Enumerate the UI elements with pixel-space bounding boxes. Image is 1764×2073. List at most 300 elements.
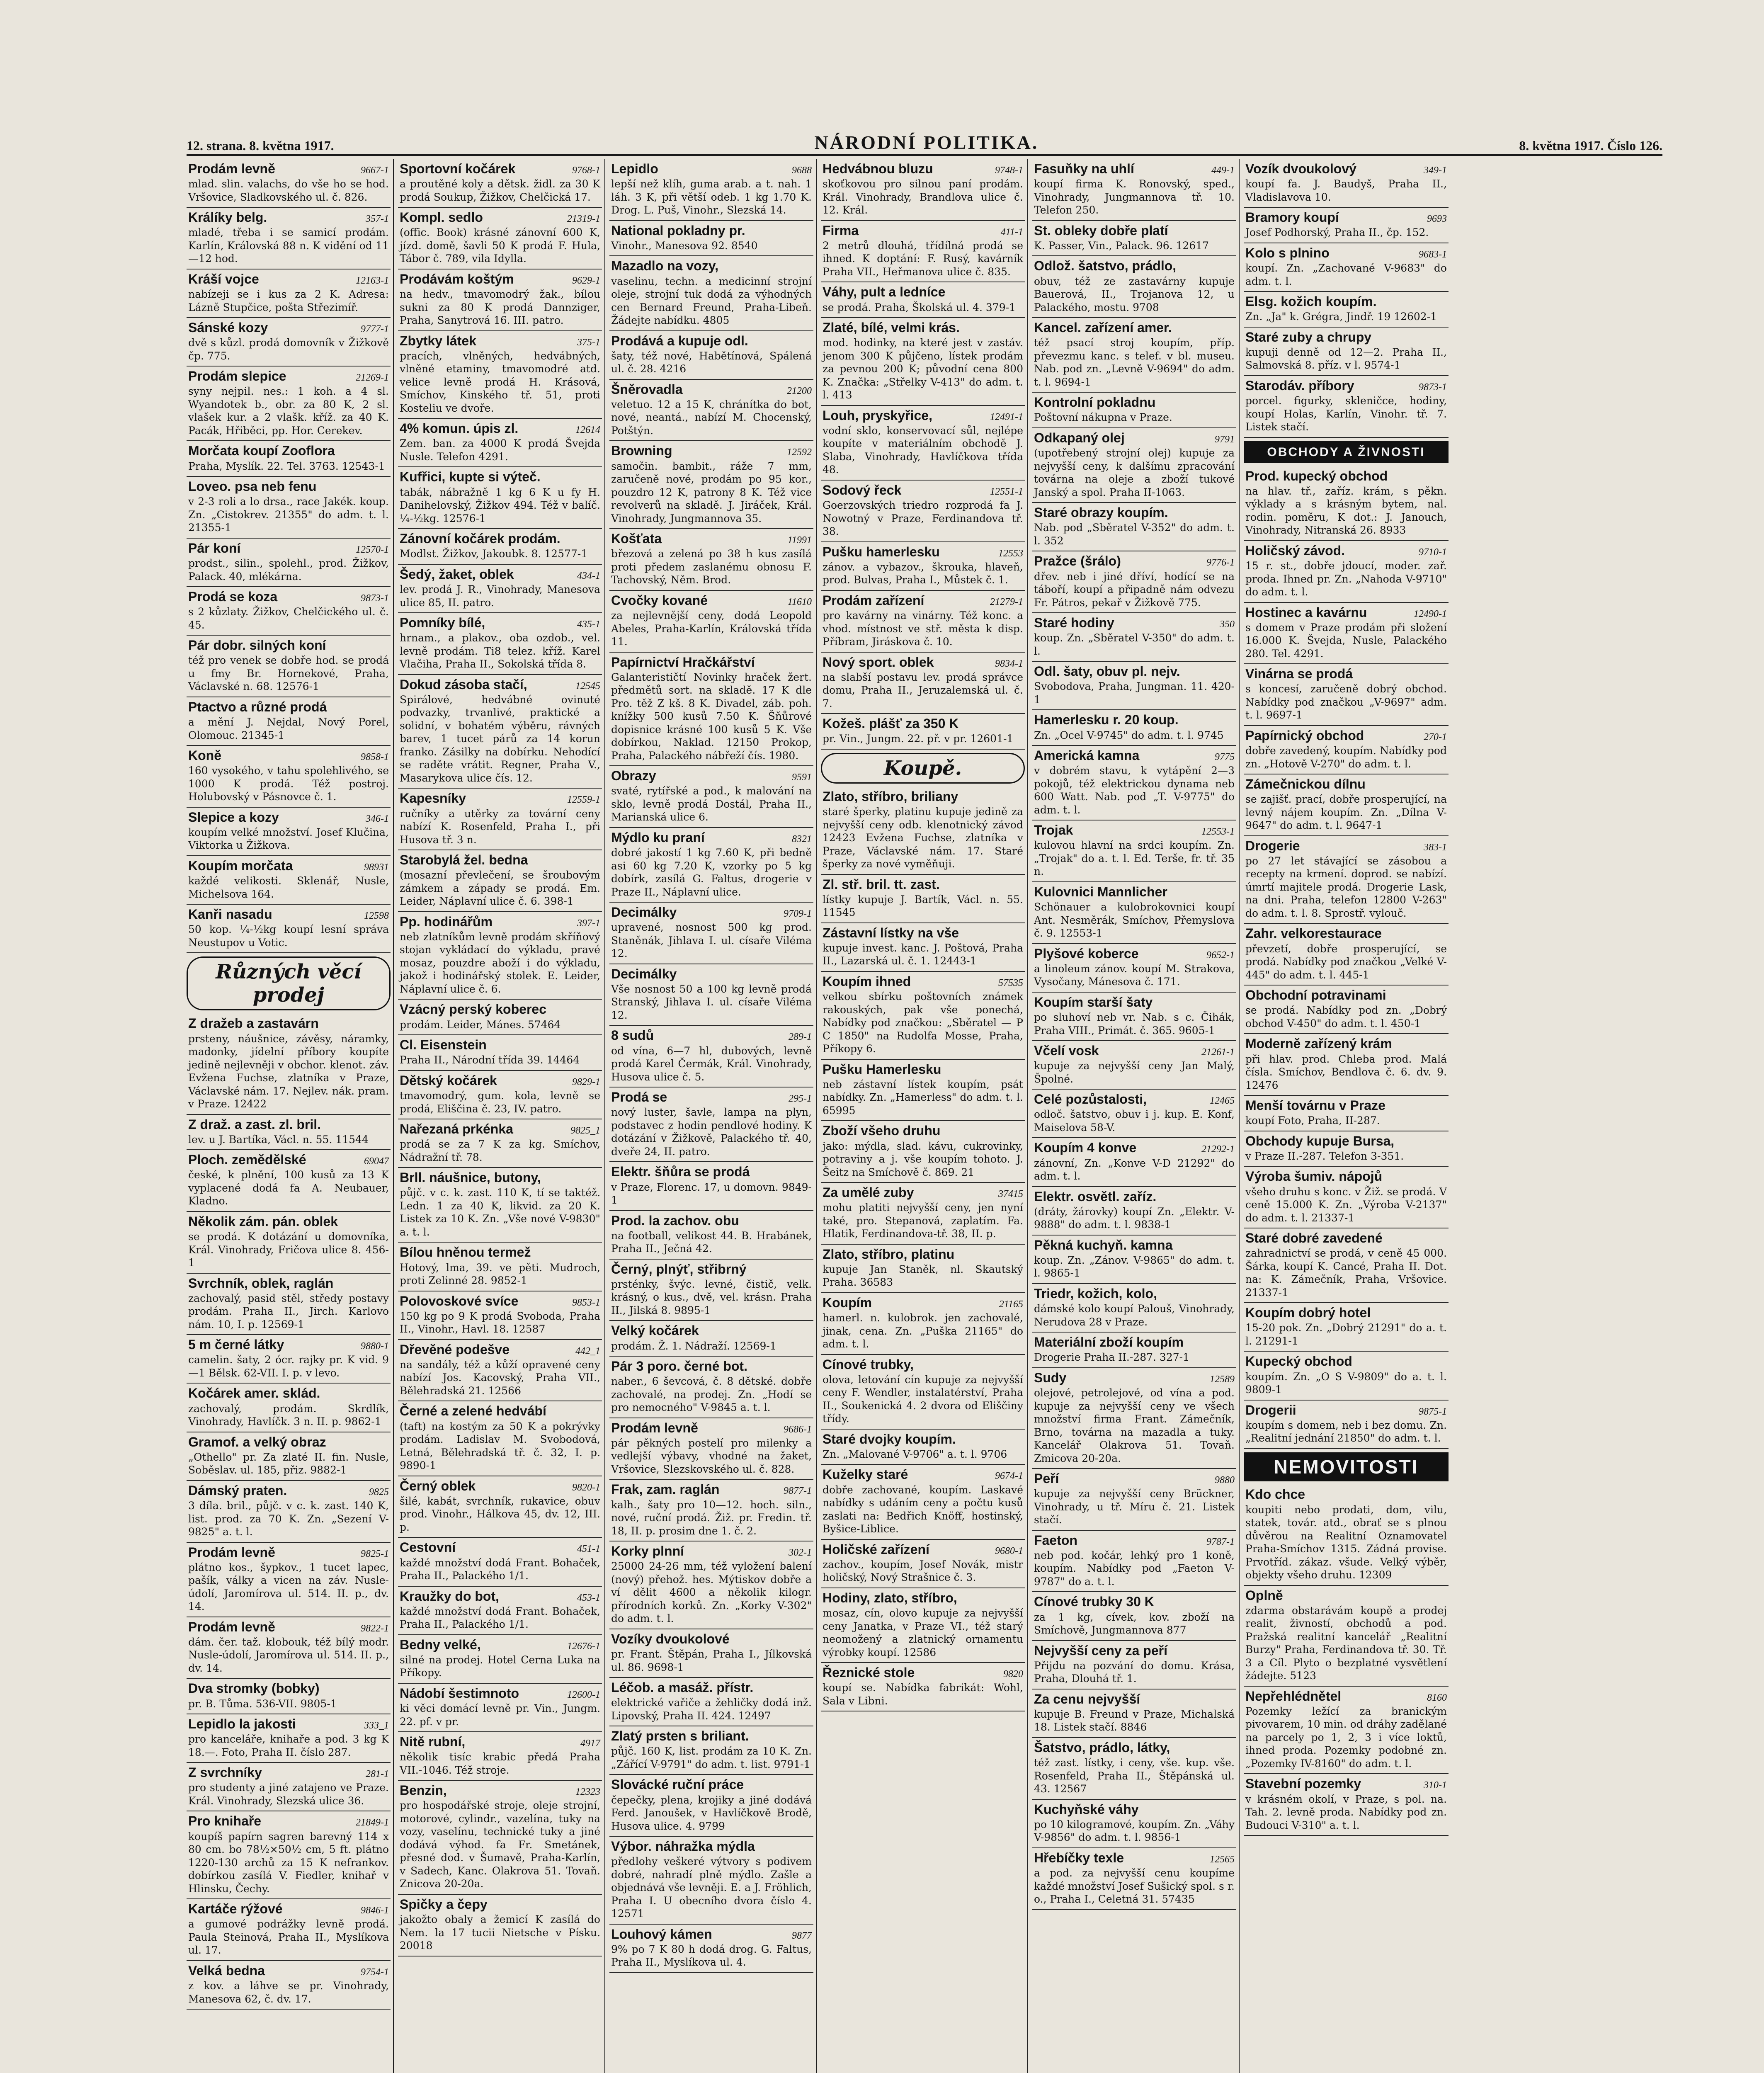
ad-header [188, 210, 389, 225]
ad-header [188, 444, 389, 458]
classified-ad [1032, 1041, 1236, 1090]
ad-code: 295-1 [789, 1093, 812, 1104]
ad-header [400, 1038, 600, 1052]
classified-ad [609, 1541, 813, 1629]
classified-ad [1032, 428, 1236, 503]
ad-code: 12491-1 [990, 411, 1023, 422]
ad-body: prsteny, náušnice, závěsy, náramky, madonky, jídelní příbory koupíte jedině nejlevněji v obchor. klenot. záv. Evžena Fuchse, zlatníka v Praze, Václavské nám. 17. Nejlev. nák. pram. v Praze. 12422 [188, 1032, 389, 1110]
ad-header [188, 590, 389, 604]
ad-code: 397-1 [577, 918, 600, 929]
ad-header [1034, 664, 1235, 679]
ad-header [823, 877, 1023, 892]
ad-heading: Kraužky do bot, [400, 1588, 500, 1604]
ad-body: 15 r. st., dobře jdoucí, moder. zař. proda. Ihned pr. Zn. „Nahoda V-9710" do adm. t. l. [1245, 560, 1447, 598]
ad-heading: Černý oblek [400, 1478, 476, 1493]
classified-ad [821, 1465, 1025, 1539]
ad-code: 9709-1 [784, 908, 812, 920]
ad-code: 349-1 [1424, 165, 1447, 176]
ad-body: pár pěkných postelí pro milenky a vedlejší výbavy, vhodné na žaket, Vršovice, Slezskovského ul. č. 828. [611, 1437, 812, 1475]
classified-ad [187, 159, 391, 208]
ad-heading: Menší továrnu v Praze [1245, 1098, 1385, 1113]
ad-heading: Sánské kozy [188, 320, 268, 335]
ad-code: 12551-1 [990, 486, 1023, 497]
ad-heading: Hřebíčky texle [1034, 1850, 1124, 1865]
ad-header [188, 272, 389, 286]
classified-ad [821, 221, 1025, 283]
ad-body: a linoleum zánov. koupí M. Strakova, Vysočany, Mánesova č. 171. [1034, 962, 1235, 988]
ad-heading: Obchodní potravinami [1245, 988, 1386, 1003]
ad-heading: Vinárna se prodá [1245, 666, 1353, 682]
ad-header [400, 1479, 600, 1493]
ad-code: 21279-1 [990, 596, 1023, 607]
ad-heading: Drogerie [1245, 838, 1300, 853]
classified-ad [398, 565, 602, 613]
ad-header [611, 1323, 812, 1338]
ad-code: 451-1 [577, 1544, 600, 1555]
ad-header [188, 1276, 389, 1291]
classified-ad [609, 159, 813, 221]
ad-heading: Cínové trubky 30 K [1034, 1594, 1154, 1609]
ad-body: „Othello" pr. Za zlaté II. fin. Nusle, Soběslav. ul. 185, přiz. 9882-1 [188, 1451, 389, 1476]
ad-header [1245, 1777, 1447, 1791]
ad-code: 9629-1 [572, 275, 600, 286]
ad-body: Galanterističtí Novinky hraček žert. předmětů sort. na skladě. 17 K dle Pro. těž Z kš. 8 K. Divadel, záb. poh. knížky 500 kusů 7.50 K. Šňůrové dopisnice krásné 100 kusů 5 K. Vše dobírkou, Naklad. 12150 Prokop, Praha, Palackého nábřeží čís. 1980. [611, 671, 812, 762]
ad-heading: Za umělé zuby [823, 1185, 914, 1200]
ad-header [611, 1680, 812, 1695]
ad-body: kalh., šaty pro 10—12. hoch. siln., nové, ruční prodá. Žiž. pr. Fredin. tř. 18, II. p. prosim dne 1. č. 2. [611, 1498, 812, 1537]
ad-body: tmavomodrý, gum. kola, levně se prodá, Eliščina č. 23, IV. patro. [400, 1090, 600, 1115]
ad-body: se zajišť. prací, dobře prosperující, na levný nájem koupím. Zn. „Dílna V-9647" do adm. t. l. 9647-1 [1245, 793, 1447, 832]
classified-ad [398, 467, 602, 529]
ad-header [188, 1153, 389, 1167]
ad-code: 435-1 [577, 619, 600, 630]
ad-header [1245, 777, 1447, 791]
ad-heading: Prodám levně [188, 1544, 275, 1560]
ad-code: 411-1 [1000, 226, 1023, 238]
ad-header [400, 567, 600, 582]
ad-header [1245, 1354, 1447, 1369]
ad-heading: St. obleky dobře platí [1034, 223, 1168, 238]
classified-ad [609, 1026, 813, 1087]
ad-heading: Sudy [1034, 1370, 1067, 1385]
ad-header [823, 593, 1023, 608]
ad-body: pr. Vin., Jungm. 22. př. v pr. 12601-1 [823, 733, 1014, 745]
ad-header [400, 1783, 600, 1798]
ad-heading: Hamerlesku r. 20 koup. [1034, 712, 1179, 728]
ad-heading: Prodám levně [188, 1619, 275, 1634]
ad-heading: Nový sport. oblek [823, 654, 934, 670]
ad-header [823, 1185, 1023, 1200]
ad-header [611, 532, 812, 546]
ad-body: Hotový, lma, 39. ve pěti. Mudroch, proti Zelinné 28. 9852-1 [400, 1261, 600, 1287]
ad-heading: Zahr. velkorestaurace [1245, 926, 1382, 941]
classified-ad [1032, 746, 1236, 820]
classified-ad [821, 1588, 1025, 1663]
ad-body: Josef Podhorský, Praha II., čp. 152. [1245, 226, 1429, 239]
ad-heading: Papírnický obchod [1245, 728, 1364, 743]
ad-body: šilé, kabát, svrchník, rukavice, obuv prod. Vinohr., Hálkova 45, dv. 12, III. p. [400, 1495, 600, 1533]
ad-header [611, 444, 812, 458]
ad-body: též pro venek se dobře hod. se prodá u fmy Br. Hornekové, Praha, Václavské n. 68. 12576-1 [188, 654, 389, 693]
classified-ad [187, 1014, 391, 1114]
ad-code: 21261-1 [1201, 1047, 1235, 1058]
ad-header [188, 1483, 389, 1498]
ad-code: 9680-1 [995, 1545, 1023, 1556]
ad-body: prodst., silin., spolehl., prod. Žižkov, Palack. 40, mlékárna. [188, 557, 389, 583]
ad-header [823, 1296, 1023, 1310]
ad-body: zachovalý, pasid stěl, středy postavy prodám. Praha II., Jirch. Karlovo nám. 10, I. p. 12569-1 [188, 1292, 389, 1330]
ad-body: neb zlatníkům levně prodám skříňový stojan vykládací do výkladu, pravé mosaz, pouzdre aboží i do výkladu, jakož i hodinářský stolek. E. Leider, Náplavní ulice č. 6. [400, 930, 600, 995]
classified-ad [821, 1121, 1025, 1183]
classified-ad [187, 587, 391, 636]
ad-heading: Kapesníky [400, 791, 466, 806]
classified-ad [398, 912, 602, 1000]
classified-ad [187, 1811, 391, 1899]
ad-body: neb zástavní lístek koupím, psát nabídky. Zn. „Hamerless" do adm. t. l. 65995 [823, 1078, 1023, 1117]
column-2 [398, 159, 605, 2073]
ad-header [823, 1542, 1023, 1557]
classified-ad [1032, 613, 1236, 662]
classified-ad [821, 282, 1025, 318]
ad-heading: Polovoskové svíce [400, 1293, 519, 1308]
ad-body: (mosazní převlečení, se šroubovým zámkem a západy se prodá. Em. Leider, Náplavní ulice č. 6. 398-1 [400, 869, 600, 908]
classified-ad [821, 1430, 1025, 1465]
classified-ad [398, 1243, 602, 1291]
ad-body: po sluhoví neb vr. Nab. s c. Čihák, Praha VIII., Primát. č. 365. 9605-1 [1034, 1011, 1235, 1036]
ad-heading: Nařezaná prkénka [400, 1121, 513, 1136]
classified-ad [609, 1162, 813, 1211]
classified-ad [187, 1481, 391, 1543]
ad-body: prodá se za 7 K za kg. Smíchov, Nádražní tř. 78. [400, 1138, 600, 1163]
ad-header [1034, 1851, 1235, 1865]
ad-body: (dráty, žárovky) koupí Zn. „Elektr. V-9888" do adm. t. l. 9838-1 [1034, 1205, 1235, 1231]
classified-ad [821, 406, 1025, 481]
classified-ad [821, 1540, 1025, 1588]
classified-ad [187, 1714, 391, 1763]
ad-heading: Pár koní [188, 540, 241, 556]
ad-code: 375-1 [577, 337, 600, 348]
ad-heading: Bramory koupí [1245, 210, 1339, 225]
ad-code: 442_1 [575, 1345, 600, 1357]
ad-body: Zn. „Ja" k. Grégra, Jindř. 19 12602-1 [1245, 311, 1437, 323]
ad-heading: Slovácké ruční práce [611, 1777, 744, 1792]
classified-ad [187, 1763, 391, 1811]
classified-ad [398, 208, 602, 269]
ad-heading: Odkapaný olej [1034, 430, 1125, 445]
ad-heading: Kolo s plnino [1245, 245, 1330, 260]
ad-header [400, 915, 600, 929]
ad-header [611, 967, 812, 981]
ad-heading: Dětský kočárek [400, 1073, 497, 1088]
ad-body: za 1 kg, cívek, kov. zboží na Smíchově, Jungmannova 877 [1034, 1611, 1235, 1636]
ad-heading: Slepice a kozy [188, 809, 279, 825]
ad-code: 12565 [1210, 1854, 1235, 1865]
ad-code: 9858-1 [361, 752, 389, 763]
ad-code: 69047 [364, 1156, 389, 1167]
ad-body: pro kavárny na vinárny. Též konc. a vhod. místnost ve stř. města k disp. Příbram, Jiráskova č. 10. [823, 609, 1023, 648]
ad-header [188, 479, 389, 494]
ad-body: na hlav. tř., zaříz. krám, s pěkn. výklady a s krásným bytem, nal. rodin. poměru, K dot.: J. Janouch, Vinohrady, Nitranská 26. 8933 [1245, 485, 1447, 536]
ad-heading: Ploch. zemědělské [188, 1152, 306, 1168]
ad-heading: Lepidlo la jakosti [188, 1716, 296, 1732]
ad-code: 9829-1 [572, 1076, 600, 1087]
ad-header [611, 259, 812, 273]
classified-ad [187, 1150, 391, 1212]
ad-body: Svobodova, Praha, Jungman. 11. 420-1 [1034, 680, 1235, 706]
ad-header [823, 1467, 1023, 1482]
ad-header [400, 1342, 600, 1357]
ad-heading: Kdo chce [1245, 1487, 1305, 1502]
ad-header [611, 769, 812, 783]
ad-header [1034, 162, 1235, 176]
ad-header [823, 483, 1023, 498]
ad-header [823, 545, 1023, 559]
ad-header [400, 1122, 600, 1136]
classified-ad [187, 808, 391, 856]
ad-body: skoťkovou pro silnou paní prodám. Král. Vinohrady, Brandlova ulice č. 12. Král. [823, 178, 1023, 216]
classified-ad [398, 1119, 602, 1168]
classified-ad [187, 318, 391, 367]
ad-header [400, 162, 600, 176]
ad-heading: Pražce (šrálo) [1034, 553, 1121, 569]
ad-header [1034, 320, 1235, 335]
ad-body: zachov., koupím, Josef Novák, mistr holičský, Nový Strašnice č. 3. [823, 1558, 1023, 1584]
ad-body: 25000 24-26 mm, též vyložení balení (nový) přehož. hes. Mýtiskov dobře a ví dělit 4600 a několik kilogr. přírodních korků. Zn. „Korky V-302" do adm. t. l. [611, 1560, 812, 1625]
ad-body: vaselinu, techn. a medicinní strojní oleje, strojní tuk dodá za výhodných cen Bernard Freund, Praha-Libeň. Žádejte nabídku. 4805 [611, 275, 812, 327]
ad-body: nabízeji se i kus za 2 K. Adresa: Lázně Stupčice, pošta Střezimíř. [188, 288, 389, 313]
ad-heading: Staré dvojky koupím. [823, 1431, 956, 1447]
classified-ad [398, 1401, 602, 1476]
ad-header [1034, 1238, 1235, 1253]
classified-ad [398, 269, 602, 331]
classified-ad [1032, 1800, 1236, 1848]
ad-body: Spirálové, hedvábné ovinuté podvazky, trvanlivé, praktické a solidní, v bohatém výběru, rávných barev, 1 tucet párů za 14 korun franko. Zásilky na dobírku. Nehodící se raděte vrátit. Regner, Praha V., Masarykova ulice čís. 12. [400, 693, 600, 784]
ad-heading: Decimálky [611, 905, 677, 920]
ad-body: koupí se. Nabídka fabrikát: Wohl, Sala v Libni. [823, 1682, 1023, 1707]
ad-body: z kov. a láhve se pr. Vinohrady, Manesova 62, č. dv. 17. [188, 1980, 389, 2005]
ad-header [823, 320, 1023, 335]
ad-heading: Cvočky kované [611, 592, 708, 608]
ad-heading: Oplně [1245, 1588, 1283, 1603]
classified-ad [1244, 466, 1449, 541]
ad-body: a mění J. Nejdal, Nový Porel, Olomouc. 21345-1 [188, 716, 389, 741]
ad-body: porcel. figurky, skleničce, hodiny, koupí Holas, Karlín, Vinohr. tř. 7. Listek stačí. [1245, 395, 1447, 433]
ad-header [1034, 947, 1235, 961]
ad-heading: Kráší vojce [188, 271, 259, 286]
ad-heading: Elsg. kožich koupím. [1245, 294, 1377, 309]
ad-header [400, 1589, 600, 1604]
ad-body: silné na prodej. Hotel Cerna Luka na Příkopy. [400, 1653, 600, 1679]
ad-header [1034, 505, 1235, 520]
ad-header [823, 1062, 1023, 1077]
ad-body: se prodá. Nabídky pod zn. „Dobrý obchod V-450" do adm. t. l. 450-1 [1245, 1004, 1447, 1029]
ad-header [823, 162, 1023, 176]
classified-ad [398, 1732, 602, 1781]
ad-header [823, 1124, 1023, 1138]
ad-heading: Řeznické stole [823, 1665, 915, 1680]
ad-code: 302-1 [789, 1547, 812, 1558]
ad-code: 9693 [1427, 214, 1447, 225]
ad-heading: Zboží všeho druhu [823, 1123, 941, 1138]
ad-heading: Firma [823, 223, 859, 238]
ad-heading: Hedvábnou bluzu [823, 161, 933, 176]
ad-heading: Pro knihaře [188, 1813, 262, 1829]
ad-code: 4917 [580, 1738, 600, 1749]
classified-ad [187, 441, 391, 477]
classified-ad [821, 542, 1025, 591]
ad-heading: Prod. la zachov. obu [611, 1213, 739, 1228]
classified-ad [1244, 1401, 1449, 1449]
ad-heading: Cestovní [400, 1540, 456, 1555]
ad-heading: Velký kočárek [611, 1323, 699, 1338]
classified-ad [609, 653, 813, 767]
ad-heading: Zbytky látek [400, 333, 476, 348]
ad-body: lev. u J. Bartíka, Václ. n. 55. 11544 [188, 1133, 369, 1146]
ad-header [823, 1591, 1023, 1605]
ad-header [1034, 259, 1235, 273]
classified-ad [1032, 1738, 1236, 1800]
ad-heading: Zlatý prsten s briliant. [611, 1728, 749, 1744]
classified-ad [1032, 820, 1236, 882]
classified-ad [398, 1071, 602, 1119]
column-4 [821, 159, 1028, 2073]
classified-ad [609, 380, 813, 442]
classified-ad [609, 903, 813, 964]
ad-body: 160 vysokého, v tahu spolehlivého, se 1000 K prodá. Též postroj. Holubovský v Pásnovce č. 1. [188, 765, 389, 803]
ad-heading: Bedny velké, [400, 1637, 481, 1652]
ad-heading: 4% komun. úpis zl. [400, 421, 519, 436]
classified-ad [1244, 726, 1449, 774]
ad-body: hrnam., a plakov., oba ozdob., vel. levně prodám. Ti8 telez. kříž. Karel Vlačiha, Praha II., Sokolská třída 8. [400, 632, 600, 670]
ad-heading: Staré dobré zavedené [1245, 1231, 1383, 1246]
ad-header [1034, 1371, 1235, 1385]
ad-body: též zast. lístky, i ceny, vše. kup. vše. Rosenfeld, Praha II., Štěpánská ul. 43. 12567 [1034, 1757, 1235, 1795]
ad-code: 21319-1 [567, 214, 600, 225]
classified-ad [398, 529, 602, 565]
ad-body: 9% po 7 K 80 h dodá drog. G. Faltus, Praha II., Myslíkova ul. 4. [611, 1943, 812, 1969]
ad-code: 270-1 [1424, 731, 1447, 743]
classified-ad [1244, 1687, 1449, 1774]
ad-heading: Kartáče rýžové [188, 1901, 283, 1917]
ad-header [400, 532, 600, 546]
classified-ad [1032, 1138, 1236, 1187]
ad-header [1245, 926, 1447, 941]
ad-header [1245, 988, 1447, 1003]
ad-code: 434-1 [577, 570, 600, 581]
ad-heading: Elektr. šňůra se prodá [611, 1164, 750, 1180]
ad-header [823, 926, 1023, 940]
ad-heading: Starodáv. příbory [1245, 378, 1354, 393]
ad-heading: Za cenu nejvyšší [1034, 1691, 1140, 1706]
ad-heading: Prodávám koštým [400, 271, 514, 286]
ad-header [823, 1665, 1023, 1680]
ad-body: elektrické vařiče a žehličky dodá inž. Lipovský, Praha II. 424. 12497 [611, 1697, 812, 1722]
ad-heading: Hostinec a kavárnu [1245, 604, 1367, 620]
section-heading: Koupě. [821, 753, 1025, 784]
ad-header [188, 907, 389, 922]
classified-ad [1032, 662, 1236, 710]
ad-code: 9748-1 [995, 165, 1023, 176]
ad-body: za nejlevnější ceny, dodá Leopold Abeles, Praha-Karlín, Královská třída 11. [611, 609, 812, 648]
ad-heading: Nepřehlédnětel [1245, 1688, 1342, 1704]
ad-header [1245, 1036, 1447, 1051]
ad-heading: Koně [188, 748, 221, 763]
ad-header [611, 1777, 812, 1792]
ad-code: 333_1 [364, 1720, 389, 1731]
ad-header [400, 853, 600, 867]
ad-heading: Prodám zařízení [823, 592, 924, 608]
ad-code: 9880-1 [361, 1341, 389, 1352]
ad-code: 9846-1 [361, 1905, 389, 1916]
ad-heading: Kompl. sedlo [400, 210, 483, 225]
ad-header [611, 1359, 812, 1374]
ad-code: 9674-1 [995, 1471, 1023, 1482]
ad-body: v dobrém stavu, k vytápění 2—3 pokojů, též elektrickou dynama neb 600 Watt. Nab. pod „T. V-9775" do adm. t. l. [1034, 765, 1235, 816]
ad-code: 9825_1 [570, 1125, 600, 1136]
ad-heading: Koupím dobrý hotel [1245, 1305, 1371, 1321]
ad-header [1245, 1403, 1447, 1418]
ad-header [400, 1638, 600, 1652]
ad-header [1034, 1533, 1235, 1548]
ad-body: Nab. pod „Sběratel V-352" do adm. t. l. 352 [1034, 522, 1235, 547]
ad-code: 9825-1 [361, 1548, 389, 1559]
classified-ad [1032, 1333, 1236, 1368]
ad-heading: Pár dobr. silných koní [188, 638, 326, 653]
ad-body: Přijdu na pozvání do domu. Krása, Praha, Dlouhá tř. 1. [1034, 1659, 1235, 1685]
ad-heading: Váhy, pult a ledníce [823, 284, 946, 300]
classified-ad [187, 1679, 391, 1714]
classified-ad [398, 1587, 602, 1635]
classified-ad [821, 1293, 1025, 1355]
ad-code: 12545 [575, 680, 600, 692]
ad-body: 50 kop. ¼-½kg koupí lesní správa Neustupov u Votic. [188, 923, 389, 949]
ad-body: mohu platiti nejvyšší ceny, jen nyní také, pro. Stepanová, zaplatím. Fa. Hlatik, Ferdinandova-tř. 38, II. p. [823, 1202, 1023, 1240]
ad-header [188, 1214, 389, 1229]
classified-ad [187, 1115, 391, 1151]
ad-body: koupím velké množství. Josef Klučina, Viktorka u Žižkova. [188, 826, 389, 852]
classified-ad [1032, 1848, 1236, 1910]
classified-ad [398, 1035, 602, 1071]
ad-code: 9880 [1215, 1475, 1235, 1486]
classified-ad [821, 1663, 1025, 1711]
ad-heading: Prodá se [611, 1090, 667, 1105]
ad-heading: Holičský závod. [1245, 543, 1345, 558]
ad-body: prodám. Ž. 1. Nádraží. 12569-1 [611, 1340, 776, 1352]
ad-body: 3 díla. bril., půjč. v c. k. zast. 140 K, list. prod. za 70 K. Zn. „Sezení V-9825" a. t. l. [188, 1500, 389, 1538]
ad-code: 12589 [1210, 1374, 1235, 1385]
ad-body: koupiti nebo prodati, dom, vilu, statek, továr. atd., obrať se s plnou důvěrou na Realitní Oznamovatel Praha-Smíchov 1315. Zádná provise. Prvotříd. zákaz. všude. Velký výběr, objekty všeho druhu. 12309 [1245, 1503, 1447, 1581]
ad-code: 37415 [998, 1189, 1023, 1199]
ad-heading: Nitě rubní, [400, 1734, 466, 1750]
ad-heading: Výroba šumiv. nápojů [1245, 1169, 1383, 1184]
ad-code: 21292-1 [1201, 1144, 1235, 1155]
ad-header [400, 677, 600, 692]
classified-ad [609, 1629, 813, 1678]
ad-body: s 2 kůzlaty. Žižkov, Chelčického ul. č. 45. [188, 606, 389, 631]
ad-body: dámské kolo koupí Palouš, Vinohrady, Nerudova 28 v Praze. [1034, 1303, 1235, 1328]
ad-header [823, 1432, 1023, 1447]
ad-heading: Stavební pozemky [1245, 1776, 1361, 1791]
classified-ad [1244, 292, 1449, 328]
ad-header [1034, 1287, 1235, 1301]
ad-body: plátno kos., šypkov., 1 tucet lapec, pašík, války a vicen na záv. Nusle-údolí, Jaromírova ul. 514. II. p., dv. 14. [188, 1561, 389, 1613]
ad-header [1034, 1092, 1235, 1107]
ad-body: pr. B. Tůma. 536-VII. 9805-1 [188, 1697, 337, 1710]
ad-header [188, 369, 389, 384]
ad-body: dobré jakostí 1 kg 7.60 K, při bedně asi 60 kg 7.20 K, vzorky po 5 kg dobírk, zasílá G. Faltus, drogerie v Praze II., Náplavní ulice. [611, 847, 812, 898]
ad-heading: Spičky a čepy [400, 1896, 488, 1912]
classified-ad [821, 591, 1025, 653]
